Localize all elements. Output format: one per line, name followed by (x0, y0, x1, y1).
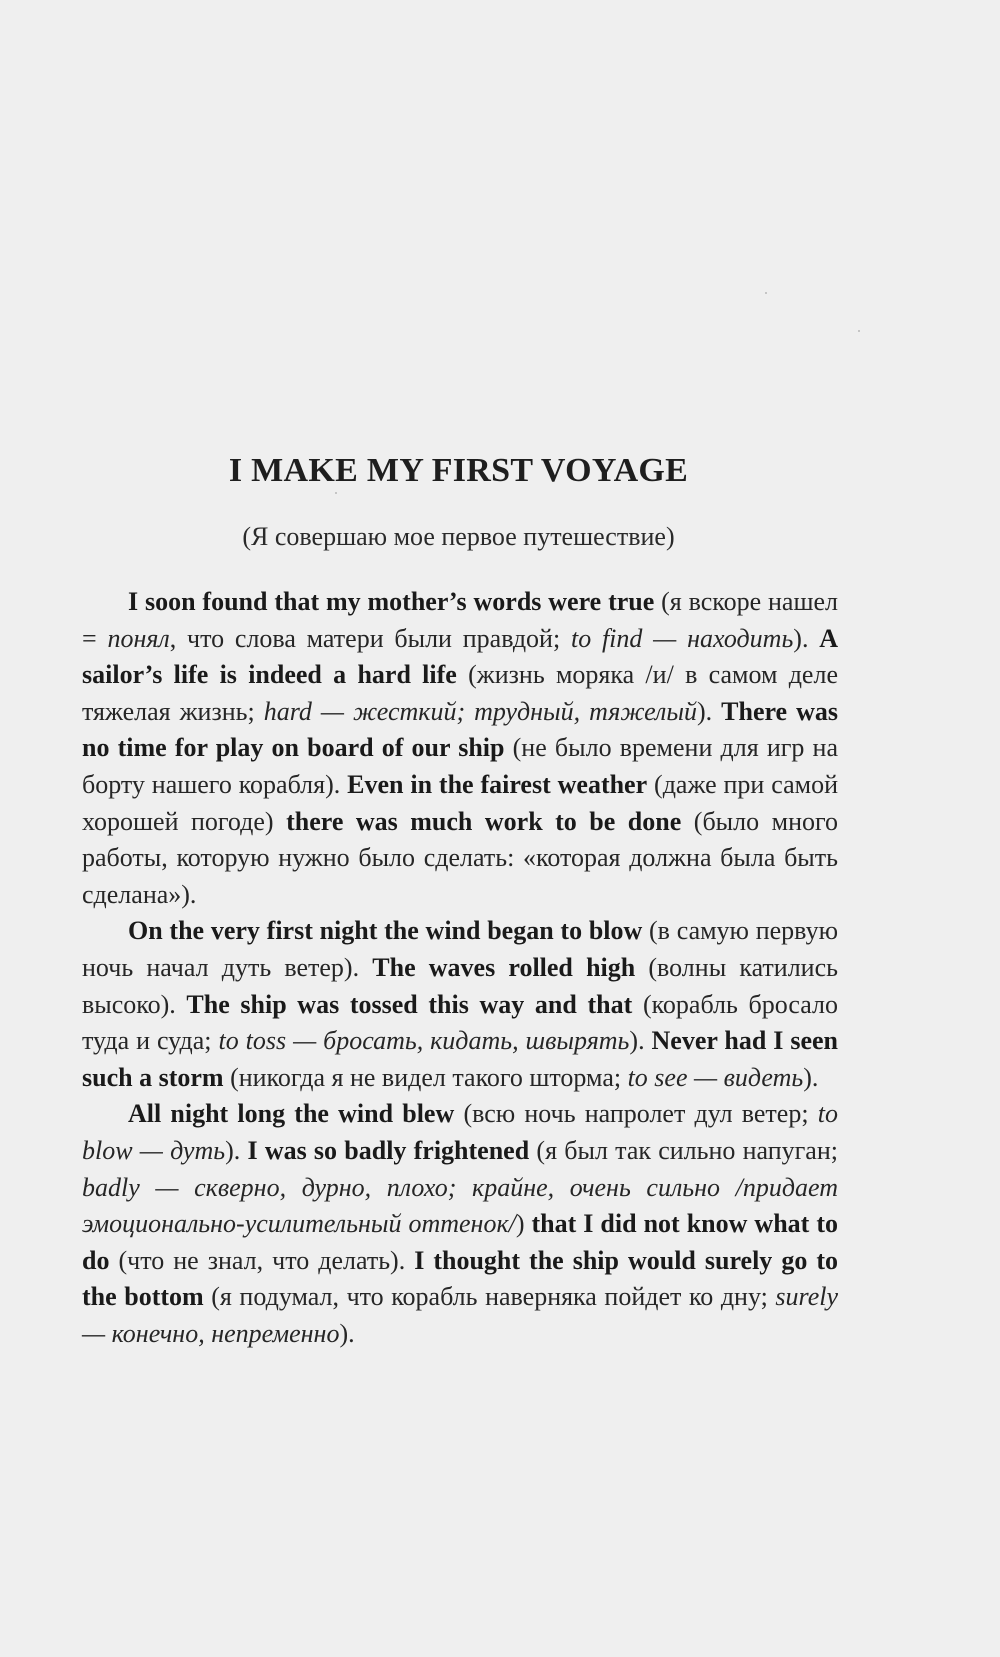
russian-translation: (я подумал, что корабль наверняка пойдет ко дну; (203, 1282, 776, 1312)
russian-translation: (никогда я не видел такого шторма; (223, 1062, 628, 1092)
english-phrase: The waves rolled high (372, 952, 636, 982)
english-phrase: I thought the ship would surely go to the bottom (82, 1245, 838, 1312)
russian-translation: (не было времени для игр на борту нашего корабля). (82, 733, 838, 799)
russian-translation: (я вскоре нашел = (82, 587, 839, 653)
vocabulary-note: to toss — бросать, кидать, швырять (218, 1026, 630, 1056)
vocabulary-note: hard — жесткий; трудный, тяжелый (263, 696, 697, 726)
vocabulary-note: surely — конечно, непременно (82, 1282, 838, 1348)
russian-translation: ) (515, 1209, 532, 1239)
russian-translation: ). (793, 623, 820, 653)
russian-translation: ). (697, 696, 722, 726)
russian-translation: ). (803, 1062, 819, 1092)
russian-translation: (в самую первую ночь начал дуть ветер). (82, 916, 838, 982)
russian-translation: (всю ночь напролет дул ветер; (454, 1099, 818, 1129)
english-phrase: Never had I seen such a storm (82, 1026, 839, 1092)
english-phrase: I soon found that my mother’s words were true (128, 587, 655, 616)
russian-translation: ). (225, 1135, 248, 1165)
paper-speck (765, 292, 767, 294)
english-phrase: All night long the wind blew (128, 1099, 455, 1129)
russian-translation: (волны катились высоко). (82, 952, 838, 1019)
vocabulary-note: badly — скверно, дурно, плохо; крайне, очень сильно /придает эмоционально-усилительный оттенок/ (82, 1172, 838, 1239)
russian-translation: (было много работы, которую нужно было сделать: «которая должна была быть сделана»). (82, 806, 838, 909)
vocabulary-note: понял (107, 623, 170, 653)
chapter-title: I MAKE MY FIRST VOYAGE (228, 452, 689, 489)
russian-translation: (что не знал, что делать). (109, 1245, 415, 1275)
paragraph (82, 913, 838, 1096)
paragraph (82, 584, 838, 913)
english-phrase: that I did not know what to do (82, 1209, 838, 1275)
english-phrase: There was no time for play on board of our ship (82, 696, 838, 763)
english-phrase: A sailor’s life is indeed a hard life (82, 623, 838, 690)
english-phrase: I was so badly frightened (247, 1135, 530, 1165)
russian-translation: , что слова матери были правдой; (169, 623, 571, 653)
english-phrase: The ship was tossed this way and that (186, 989, 633, 1019)
chapter-body (82, 584, 838, 1352)
russian-translation: (даже при самой хорошей погоде) (82, 769, 838, 836)
english-phrase: there was much work to be done (286, 806, 682, 836)
vocabulary-note: to blow — дуть (82, 1099, 838, 1165)
vocabulary-note: to see — видеть (627, 1062, 804, 1092)
paper-speck (858, 330, 860, 332)
vocabulary-note: to find — находить (570, 623, 794, 653)
russian-translation: ). (339, 1318, 355, 1348)
paragraph (82, 1096, 838, 1352)
russian-translation: (корабль бросало туда и суда; (82, 989, 838, 1056)
chapter-subtitle: (Я совершаю мое первое путешествие) (242, 522, 675, 551)
russian-translation: (жизнь моряка /и/ в самом деле тяжелая жизнь; (82, 660, 838, 726)
english-phrase: On the very first night the wind began to blow (128, 916, 643, 946)
english-phrase: Even in the fairest weather (347, 769, 648, 799)
russian-translation: ). (629, 1026, 652, 1056)
russian-translation: (я был так сильно напуган; (529, 1135, 838, 1165)
paper-speck (335, 492, 337, 494)
